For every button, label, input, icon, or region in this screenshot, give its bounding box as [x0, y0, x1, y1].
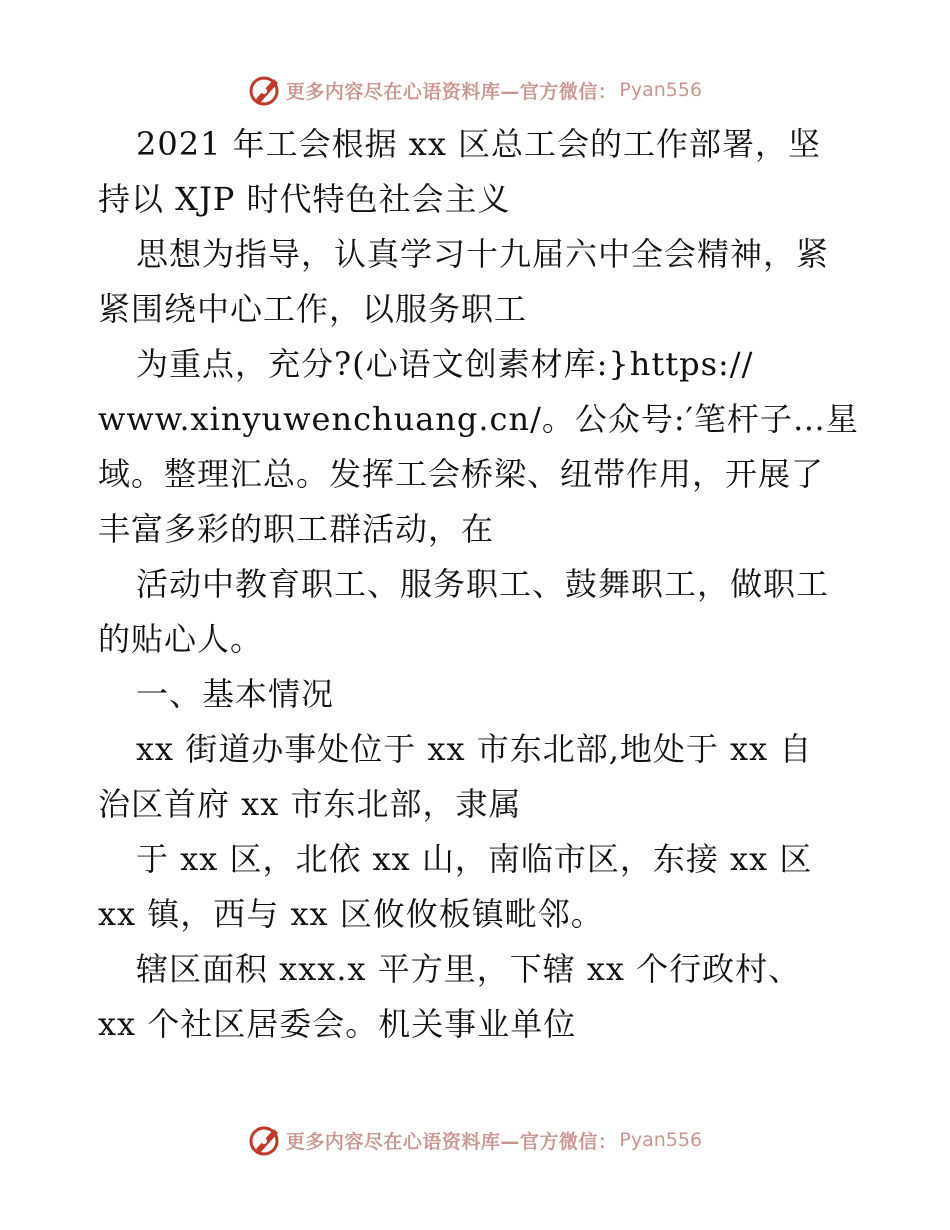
- watermark-text: 更多内容尽在心语资料库—官方微信：: [285, 80, 618, 103]
- text-line: 活动中教育职工、服务职工、鼓舞职工，做职工: [136, 565, 830, 603]
- pen-logo-icon: [248, 1123, 282, 1157]
- watermark-text: 更多内容尽在心语资料库—官方微信：: [285, 1130, 618, 1153]
- watermark-wechat-id: Pyan556: [619, 1129, 703, 1151]
- text-line: xx 街道办事处位于 xx 市东北部,地处于 xx 自: [136, 730, 813, 768]
- text-line: 域。整理汇总。发挥工会桥梁、纽带作用，开展了: [98, 455, 825, 493]
- text-line: xx 镇，西与 xx 区攸攸板镇毗邻。: [98, 895, 604, 933]
- watermark-wechat-id: Pyan556: [619, 79, 703, 101]
- text-line: 思想为指导，认真学习十九届六中全会精神，紧: [136, 235, 830, 273]
- text-line: 持以 XJP 时代特色社会主义: [98, 180, 511, 218]
- text-line: 于 xx 区，北依 xx 山，南临市区，东接 xx 区: [136, 840, 813, 878]
- section-heading: 一、基本情况: [136, 675, 335, 713]
- footer-watermark-banner: [0, 1120, 950, 1160]
- text-line: xx 个社区居委会。机关事业单位: [98, 1005, 577, 1043]
- text-line: 为重点，充分?(心语文创素材库:}https://: [136, 345, 754, 383]
- text-line: 的贴心人。: [98, 620, 264, 658]
- pen-logo-icon: [248, 73, 282, 107]
- text-line: www.xinyuwenchuang.cn/。公众号:′笔杆子…星: [98, 400, 859, 438]
- text-line: 丰富多彩的职工群活动，在: [98, 510, 495, 548]
- text-line: 2021 年工会根据 xx 区总工会的工作部署，坚: [136, 125, 822, 163]
- text-line: 紧围绕中心工作，以服务职工: [98, 290, 528, 328]
- header-watermark-banner: [0, 70, 950, 110]
- document-body: [98, 122, 858, 1057]
- text-line: 治区首府 xx 市东北部，隶属: [98, 785, 522, 823]
- text-line: 辖区面积 xxx.x 平方里，下辖 xx 个行政村、: [136, 950, 802, 988]
